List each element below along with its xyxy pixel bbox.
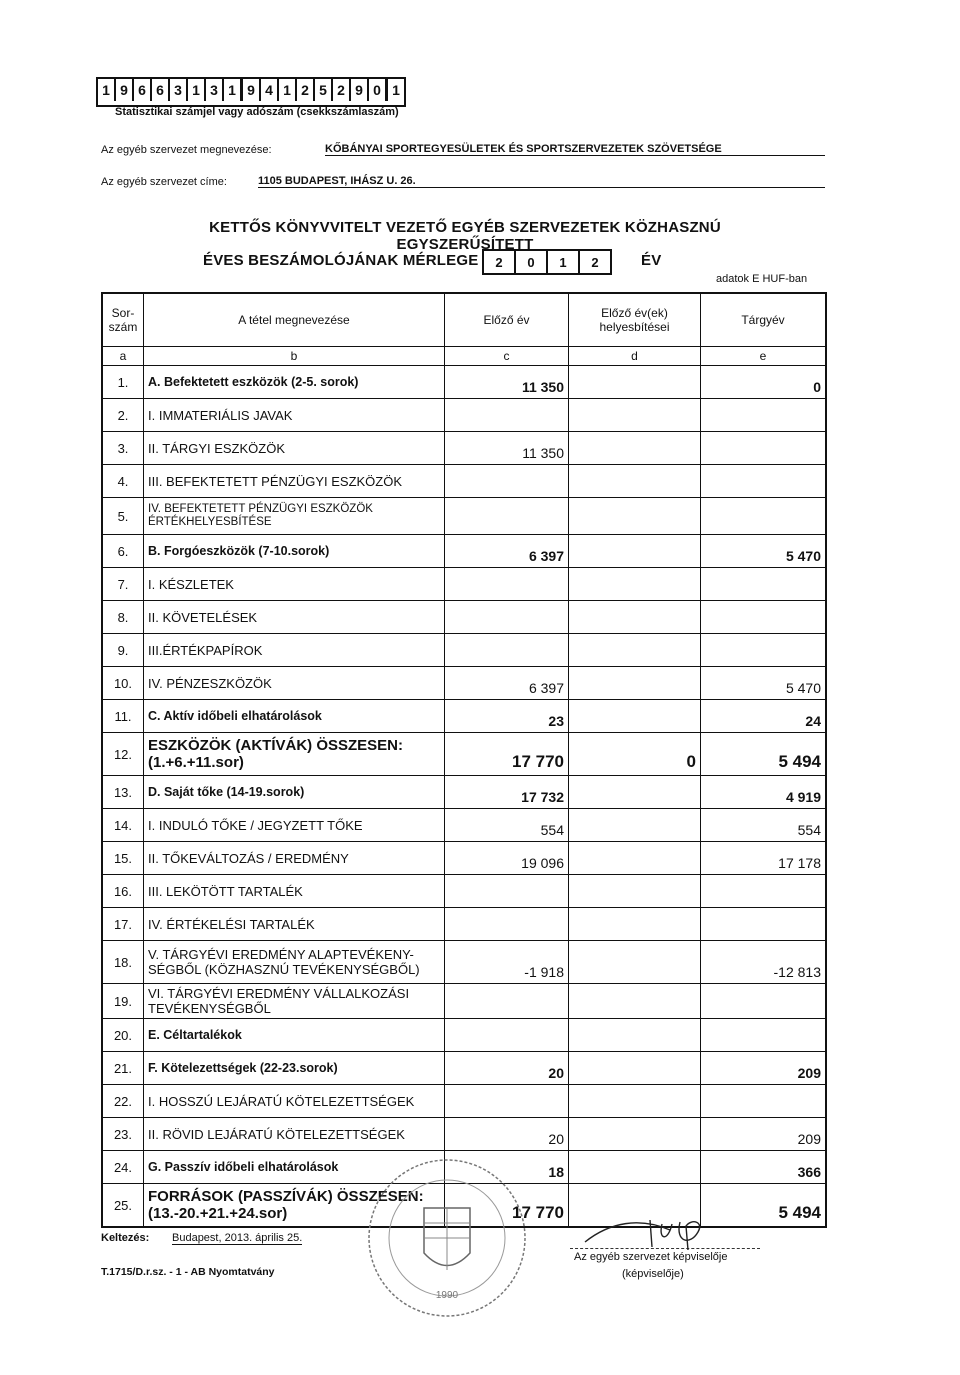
- table-row: [103, 1019, 825, 1052]
- current-year-value-cell: [701, 667, 825, 699]
- previous-year-value-cell: [445, 634, 569, 666]
- date-value: Budapest, 2013. április 25.: [172, 1232, 303, 1244]
- tax-digit: 1: [392, 82, 400, 98]
- signature: [580, 1212, 730, 1252]
- item-name: II. KÖVETELÉSEK: [148, 609, 258, 625]
- previous-year-value-cell: [445, 568, 569, 600]
- previous-year-value: 17 770: [512, 1203, 564, 1222]
- current-year-value: 17 178: [778, 855, 821, 871]
- year-digit: 1: [548, 251, 580, 273]
- table-row: [103, 776, 825, 809]
- previous-year-value-cell: [445, 1052, 569, 1084]
- row-number: 5.: [103, 498, 144, 534]
- current-year-value: 366: [797, 1164, 821, 1180]
- official-stamp: [362, 1138, 532, 1348]
- item-name: F. Kötelezettségek (22-23.sorok): [148, 1060, 338, 1075]
- row-number: 7.: [103, 568, 144, 600]
- correction-value-cell: [569, 941, 701, 983]
- current-year-value-cell: [701, 399, 825, 431]
- table-row: [103, 908, 825, 941]
- table-row: [103, 1085, 825, 1118]
- tax-digit: 4: [261, 79, 279, 101]
- header-item-name: A tétel megnevezése: [144, 294, 445, 346]
- item-name-cell: [144, 1052, 445, 1084]
- org-address-value: 1105 BUDAPEST, IHÁSZ U. 26.: [258, 175, 825, 188]
- row-number: 11.: [103, 700, 144, 732]
- item-name: ESZKÖZÖK (AKTÍVÁK) ÖSSZESEN: (1.+6.+11.sor): [148, 737, 404, 771]
- tax-digit: 3: [170, 79, 188, 101]
- item-name-cell: [144, 809, 445, 841]
- correction-value-cell: [569, 634, 701, 666]
- current-year-value: -12 813: [773, 964, 821, 980]
- previous-year-value: 11 350: [522, 445, 564, 461]
- tax-digit: 1: [188, 79, 206, 101]
- correction-value-cell: [569, 1151, 701, 1183]
- table-row: [103, 634, 825, 667]
- header-corrections: Előző év(ek) helyesbítései: [569, 294, 701, 346]
- org-name-label: Az egyéb szervezet megnevezése:: [101, 144, 272, 156]
- row-number: 24.: [103, 1151, 144, 1183]
- tax-number-caption: Statisztikai számjel vagy adószám (csekkszámlaszám): [115, 106, 399, 118]
- previous-year-value-cell: [445, 535, 569, 567]
- correction-value-cell: [569, 776, 701, 808]
- item-name: I. KÉSZLETEK: [148, 576, 234, 592]
- tax-digit: 9: [351, 79, 369, 101]
- row-number: 20.: [103, 1019, 144, 1051]
- tax-digit: 6: [134, 79, 152, 101]
- org-address-label: Az egyéb szervezet címe:: [101, 176, 227, 188]
- current-year-value-cell: [701, 809, 825, 841]
- previous-year-value-cell: [445, 809, 569, 841]
- item-name-cell: [144, 984, 445, 1018]
- tax-digit: 1: [279, 79, 297, 101]
- item-name-cell: [144, 498, 445, 534]
- current-year-value-cell: [701, 776, 825, 808]
- row-number: 22.: [103, 1085, 144, 1117]
- row-number: 9.: [103, 634, 144, 666]
- correction-value-cell: [569, 498, 701, 534]
- table-row: [103, 366, 825, 399]
- item-name: III. LEKÖTÖTT TARTALÉK: [148, 883, 303, 899]
- year-digit: 0: [516, 251, 548, 273]
- row-number: 12.: [103, 733, 144, 775]
- row-number: 23.: [103, 1118, 144, 1150]
- table-row: [103, 984, 825, 1019]
- correction-value-cell: [569, 809, 701, 841]
- previous-year-value-cell: [445, 667, 569, 699]
- current-year-value-cell: [701, 535, 825, 567]
- table-header-row: [103, 294, 825, 347]
- previous-year-value-cell: [445, 941, 569, 983]
- previous-year-value-cell: [445, 465, 569, 497]
- table-row: [103, 1052, 825, 1085]
- tax-digit: 6: [152, 79, 170, 101]
- row-number: 21.: [103, 1052, 144, 1084]
- item-name-cell: [144, 634, 445, 666]
- tax-digit: 1: [224, 79, 243, 101]
- previous-year-value-cell: [445, 432, 569, 464]
- correction-value-cell: [569, 984, 701, 1018]
- item-name-cell: [144, 941, 445, 983]
- tax-number-boxes: [96, 77, 406, 107]
- signer-title: Az egyéb szervezet képviselője: [574, 1251, 728, 1263]
- row-number: 1.: [103, 366, 144, 398]
- tax-digit: 3: [206, 79, 224, 101]
- current-year-value-cell: [701, 634, 825, 666]
- table-row: [103, 498, 825, 535]
- current-year-value-cell: [701, 1085, 825, 1117]
- item-name: V. TÁRGYÉVI EREDMÉNY ALAPTEVÉKENY-SÉGBŐL (KÖZHASZNÚ TEVÉKENYSÉGBŐL): [148, 947, 420, 977]
- current-year-value: 0: [813, 379, 821, 395]
- letter-e: e: [759, 349, 767, 363]
- year-digit: 2: [591, 254, 599, 270]
- item-name: IV. ÉRTÉKELÉSI TARTALÉK: [148, 916, 315, 932]
- row-number: 4.: [103, 465, 144, 497]
- item-name-cell: [144, 776, 445, 808]
- header-current-year: Tárgyév: [741, 313, 785, 327]
- current-year-value-cell: [701, 875, 825, 907]
- doc-title-line2: ÉVES BESZÁMOLÓJÁNAK MÉRLEGE: [203, 252, 479, 269]
- item-name-cell: [144, 875, 445, 907]
- item-name-cell: [144, 842, 445, 874]
- row-number: 2.: [103, 399, 144, 431]
- current-year-value: 4 919: [785, 789, 821, 805]
- correction-value-cell: [569, 1118, 701, 1150]
- header-previous-year: Előző év: [445, 294, 569, 346]
- letter-b: b: [144, 347, 445, 365]
- item-name: C. Aktív időbeli elhatárolások: [148, 708, 322, 723]
- current-year-value: 24: [805, 713, 821, 729]
- table-row: [103, 941, 825, 984]
- item-name: A. Befektetett eszközök (2-5. sorok): [148, 374, 359, 389]
- correction-value-cell: [569, 700, 701, 732]
- current-year-value-cell: [701, 366, 825, 398]
- row-number: 14.: [103, 809, 144, 841]
- stamp-year: 1990: [435, 1290, 459, 1301]
- row-number: 8.: [103, 601, 144, 633]
- correction-value-cell: [569, 875, 701, 907]
- table-row: [103, 432, 825, 465]
- table-row: [103, 601, 825, 634]
- row-number: 17.: [103, 908, 144, 940]
- previous-year-value-cell: [445, 498, 569, 534]
- tax-digit: 9: [243, 79, 261, 101]
- tax-digit: 5: [315, 79, 333, 101]
- current-year-value: 554: [797, 822, 821, 838]
- correction-value-cell: [569, 366, 701, 398]
- item-name: IV. BEFEKTETETT PÉNZÜGYI ESZKÖZÖK ÉRTÉKHELYESBÍTÉSE: [148, 503, 373, 528]
- row-number: 25.: [103, 1184, 144, 1226]
- item-name-cell: [144, 432, 445, 464]
- row-number: 10.: [103, 667, 144, 699]
- previous-year-value-cell: [445, 601, 569, 633]
- unit-note: adatok E HUF-ban: [716, 273, 808, 285]
- correction-value-cell: [569, 399, 701, 431]
- correction-value-cell: [569, 667, 701, 699]
- current-year-value-cell: [701, 908, 825, 940]
- previous-year-value-cell: [445, 366, 569, 398]
- previous-year-value-cell: [445, 984, 569, 1018]
- letter-a: a: [103, 347, 144, 365]
- table-body: [103, 366, 825, 1226]
- org-name-value: KŐBÁNYAI SPORTEGYESÜLETEK ÉS SPORTSZERVEZETEK SZÖVETSÉGE: [325, 143, 825, 156]
- current-year-value-cell: [701, 432, 825, 464]
- row-number: 19.: [103, 984, 144, 1018]
- previous-year-value: 6 397: [528, 548, 564, 564]
- previous-year-value-cell: [445, 1019, 569, 1051]
- current-year-value-cell: [701, 1118, 825, 1150]
- item-name: B. Forgóeszközök (7-10.sorok): [148, 543, 330, 558]
- previous-year-value-cell: [445, 776, 569, 808]
- item-name: FORRÁSOK (PASSZÍVÁK) ÖSSZESEN: (13.-20.+21.+24.sor): [148, 1188, 424, 1222]
- table-row: [103, 568, 825, 601]
- item-name-cell: [144, 733, 445, 775]
- item-name-cell: [144, 535, 445, 567]
- current-year-value-cell: [701, 1052, 825, 1084]
- item-name: IV. PÉNZESZKÖZÖK: [148, 675, 272, 691]
- tax-digit: 0: [369, 79, 388, 101]
- item-name: II. RÖVID LEJÁRATÚ KÖTELEZETTSÉGEK: [148, 1126, 405, 1142]
- row-number: 3.: [103, 432, 144, 464]
- row-number: 16.: [103, 875, 144, 907]
- item-name: III. BEFEKTETETT PÉNZÜGYI ESZKÖZÖK: [148, 473, 403, 489]
- correction-value-cell: [569, 1085, 701, 1117]
- item-name: G. Passzív időbeli elhatárolások: [148, 1159, 339, 1174]
- correction-value-cell: [569, 465, 701, 497]
- item-name-cell: [144, 601, 445, 633]
- item-name-cell: [144, 908, 445, 940]
- correction-value-cell: [569, 908, 701, 940]
- header-row-number: Sor- szám: [103, 294, 144, 346]
- item-name-cell: [144, 366, 445, 398]
- current-year-value: 5 494: [778, 1203, 821, 1222]
- balance-table: [101, 292, 827, 1228]
- item-name-cell: [144, 399, 445, 431]
- item-name-cell: [144, 667, 445, 699]
- current-year-value-cell: [701, 1151, 825, 1183]
- correction-value-cell: [569, 733, 701, 775]
- item-name: D. Saját tőke (14-19.sorok): [148, 784, 305, 799]
- item-name: III.ÉRTÉKPAPÍROK: [148, 642, 263, 658]
- previous-year-value: -1 918: [524, 964, 564, 980]
- correction-value-cell: [569, 535, 701, 567]
- current-year-value: 5 494: [778, 752, 821, 771]
- previous-year-value-cell: [445, 1085, 569, 1117]
- current-year-value-cell: [701, 984, 825, 1018]
- current-year-value-cell: [701, 465, 825, 497]
- previous-year-value: 20: [548, 1065, 564, 1081]
- previous-year-value-cell: [445, 875, 569, 907]
- previous-year-value: 17 732: [521, 789, 564, 805]
- previous-year-value-cell: [445, 842, 569, 874]
- row-number: 15.: [103, 842, 144, 874]
- item-name: II. TŐKEVÁLTOZÁS / EREDMÉNY: [148, 850, 349, 866]
- previous-year-value: 17 770: [512, 752, 564, 771]
- item-name-cell: [144, 700, 445, 732]
- signer-subtitle: (képviselője): [622, 1268, 684, 1280]
- previous-year-value-cell: [445, 700, 569, 732]
- table-row: [103, 700, 825, 733]
- item-name: II. TÁRGYI ESZKÖZÖK: [148, 440, 286, 456]
- item-name-cell: [144, 1085, 445, 1117]
- table-row: [103, 875, 825, 908]
- tax-digit: 2: [297, 79, 315, 101]
- previous-year-value: 23: [548, 713, 564, 729]
- table-row: [103, 535, 825, 568]
- tax-digit: 2: [333, 79, 351, 101]
- current-year-value-cell: [701, 498, 825, 534]
- item-name-cell: [144, 465, 445, 497]
- current-year-value-cell: [701, 733, 825, 775]
- previous-year-value: 18: [548, 1164, 564, 1180]
- current-year-value-cell: [701, 1019, 825, 1051]
- table-row: [103, 809, 825, 842]
- correction-value-cell: [569, 1052, 701, 1084]
- current-year-value-cell: [701, 842, 825, 874]
- item-name: I. HOSSZÚ LEJÁRATÚ KÖTELEZETTSÉGEK: [148, 1093, 415, 1109]
- item-name-cell: [144, 568, 445, 600]
- current-year-value-cell: [701, 941, 825, 983]
- previous-year-value-cell: [445, 733, 569, 775]
- row-number: 6.: [103, 535, 144, 567]
- previous-year-value: 6 397: [528, 680, 564, 696]
- table-row: [103, 733, 825, 776]
- form-id: T.1715/D.r.sz. - 1 - AB Nyomtatvány: [101, 1266, 275, 1278]
- current-year-value-cell: [701, 568, 825, 600]
- year-suffix: ÉV: [641, 252, 662, 269]
- table-row: [103, 399, 825, 432]
- table-letter-row: [103, 347, 825, 366]
- item-name-cell: [144, 1019, 445, 1051]
- letter-c: c: [445, 347, 569, 365]
- current-year-value: 209: [797, 1131, 821, 1147]
- date-label: Keltezés:: [101, 1232, 150, 1244]
- previous-year-value-cell: [445, 908, 569, 940]
- item-name: E. Céltartalékok: [148, 1027, 242, 1042]
- row-number: 13.: [103, 776, 144, 808]
- item-name: VI. TÁRGYÉVI EREDMÉNY VÁLLALKOZÁSI TEVÉKENYSÉGBŐL: [148, 986, 410, 1016]
- correction-value: 0: [686, 752, 696, 771]
- correction-value-cell: [569, 842, 701, 874]
- correction-value-cell: [569, 568, 701, 600]
- doc-title-line1: KETTŐS KÖNYVVITELT VEZETŐ EGYÉB SZERVEZETEK KÖZHASZNÚ EGYSZERŰSÍTETT: [209, 219, 721, 253]
- correction-value-cell: [569, 432, 701, 464]
- year-boxes: [482, 249, 612, 275]
- current-year-value-cell: [701, 700, 825, 732]
- current-year-value: 5 470: [785, 680, 821, 696]
- current-year-value-cell: [701, 601, 825, 633]
- previous-year-value: 554: [540, 822, 564, 838]
- correction-value-cell: [569, 1019, 701, 1051]
- previous-year-value: 19 096: [521, 855, 564, 871]
- item-name: I. IMMATERIÁLIS JAVAK: [148, 407, 293, 423]
- table-row: [103, 465, 825, 498]
- tax-digit: 9: [116, 79, 134, 101]
- current-year-value: 5 470: [785, 548, 821, 564]
- table-row: [103, 842, 825, 875]
- row-number: 18.: [103, 941, 144, 983]
- table-row: [103, 667, 825, 700]
- letter-d: d: [569, 347, 701, 365]
- correction-value-cell: [569, 601, 701, 633]
- previous-year-value: 20: [548, 1131, 564, 1147]
- current-year-value: 209: [797, 1065, 821, 1081]
- item-name: I. INDULÓ TŐKE / JEGYZETT TŐKE: [148, 817, 363, 833]
- previous-year-value: 11 350: [521, 379, 564, 395]
- previous-year-value-cell: [445, 399, 569, 431]
- year-digit: 2: [484, 251, 516, 273]
- tax-digit: 1: [98, 79, 116, 101]
